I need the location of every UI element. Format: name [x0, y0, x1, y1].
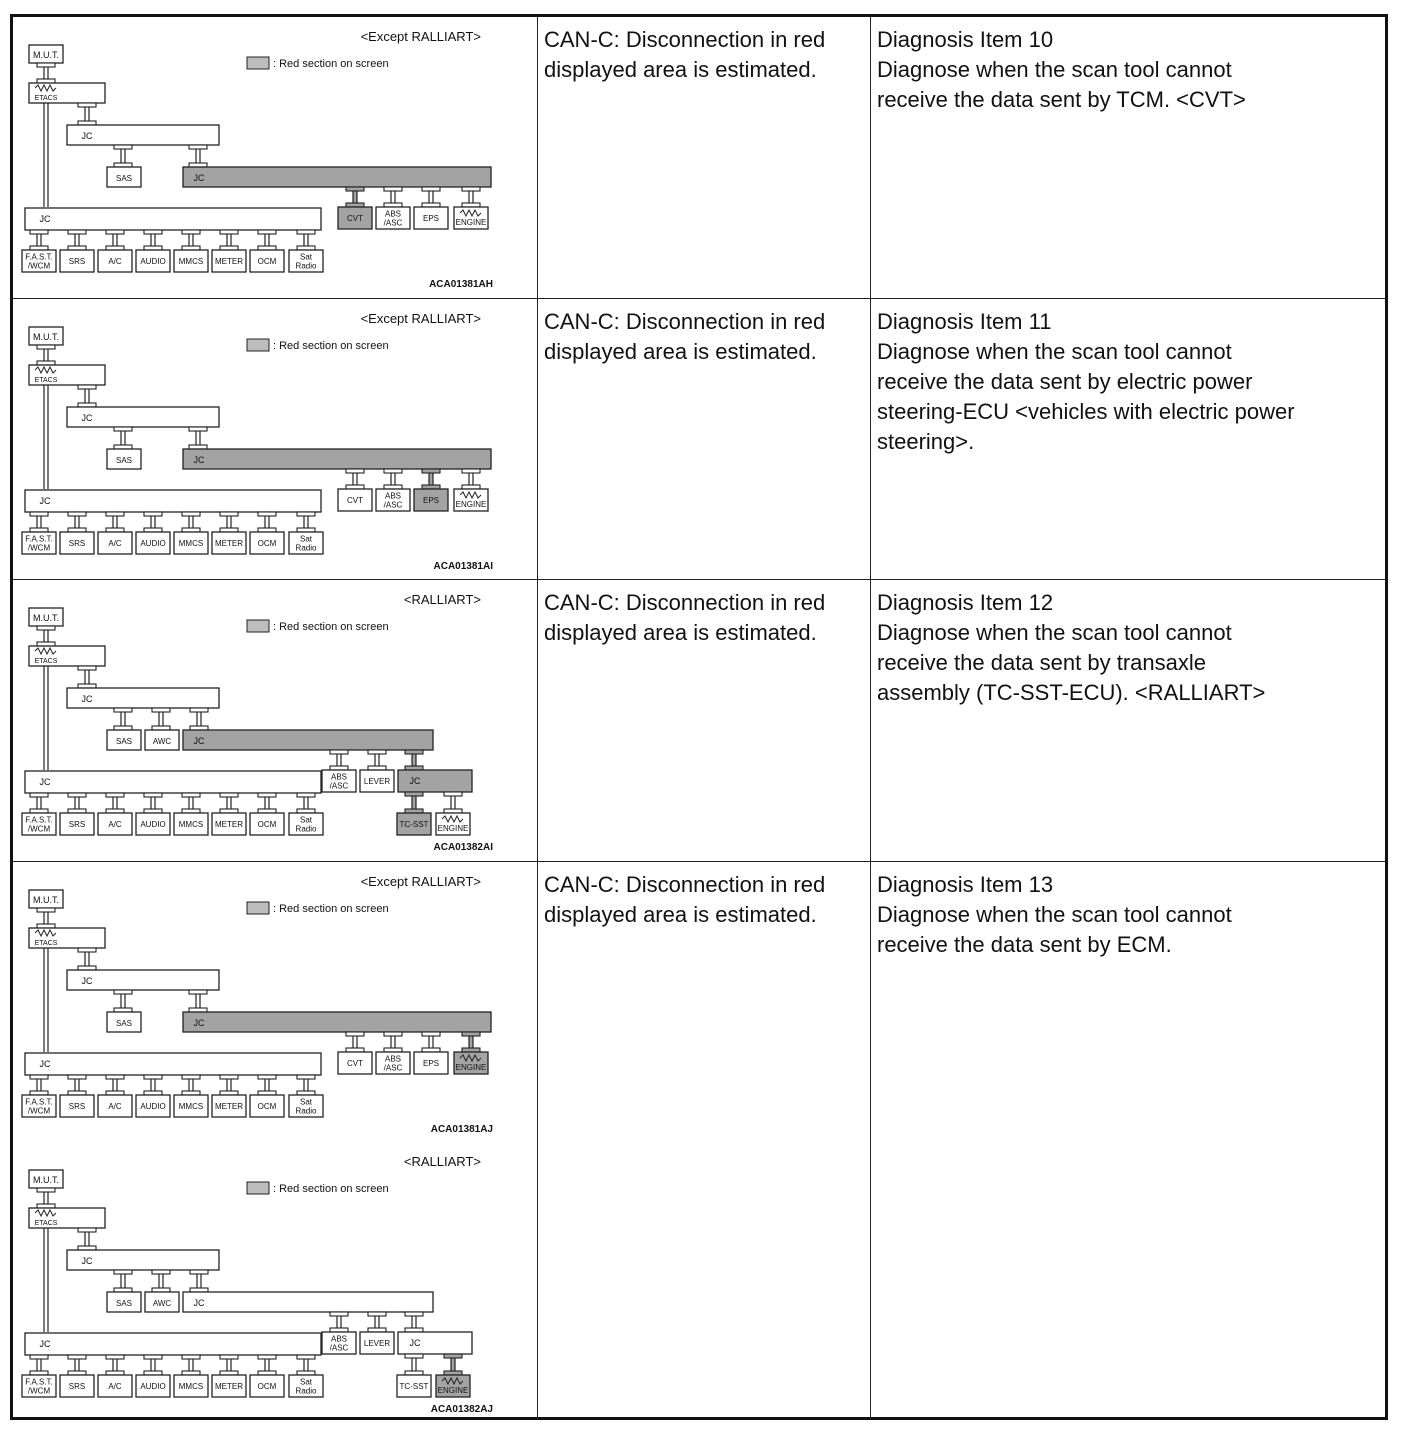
table-row [13, 299, 1385, 580]
can-disconnection-note: CAN-C: Disconnection in red displayed area is estimated. [544, 27, 826, 82]
abs-connector [384, 187, 402, 207]
eps-connector [422, 469, 440, 489]
network-diagram-cell [13, 299, 538, 579]
legend-swatch [247, 57, 269, 69]
abs-label: ABS /ASC [329, 772, 349, 791]
jc-upper-label: JC [81, 131, 93, 141]
awc-label: AWC [152, 1299, 172, 1308]
lever-connector [368, 750, 386, 770]
bottom-ecu-connector [106, 793, 124, 813]
etacs-connector [78, 1228, 96, 1250]
bottom-ecu-label: F.A.S.T. /WCM [25, 534, 53, 553]
bottom-ecu-label: MMCS [178, 257, 204, 266]
jc-right-box [183, 730, 433, 750]
bottom-ecu-label: AUDIO [140, 820, 166, 829]
sas-connector [114, 1270, 132, 1292]
eps-connector [422, 187, 440, 207]
can-network-diagram [13, 17, 538, 298]
jc-upper-label: JC [81, 1256, 93, 1266]
bottom-ecu-label: SRS [68, 820, 86, 829]
tcsst-connector [405, 792, 423, 813]
diagnosis-description: Diagnosis Item 10 Diagnose when the scan tool cannot receive the data sent by TCM. <CVT> [877, 27, 1246, 112]
bottom-ecu-label: AUDIO [140, 1102, 166, 1111]
lever-label: LEVER [363, 1339, 391, 1348]
jc-right-box [183, 1292, 433, 1312]
bottom-ecu-label: A/C [108, 1102, 122, 1111]
diagram-code: ACA01382AI [433, 842, 493, 853]
jc-lower-label: JC [39, 1339, 51, 1349]
bottom-ecu-label: Sat Radio [295, 1377, 317, 1396]
bottom-ecu-connector [106, 1355, 124, 1375]
bottom-ecu-label: SRS [68, 1102, 86, 1111]
abs-label: ABS /ASC [383, 491, 403, 510]
jc-upper-label: JC [81, 694, 93, 704]
diagnosis-description: Diagnosis Item 12 Diagnose when the scan tool cannot receive the data sent by transaxle assembly (TC-SST-ECU). <RALLIART> [877, 590, 1266, 705]
abs-label: ABS /ASC [383, 209, 403, 228]
bottom-ecu-connector [258, 1355, 276, 1375]
can-network-diagram [13, 299, 538, 579]
legend-text: : Red section on screen [273, 58, 389, 70]
can-network-diagram [13, 580, 538, 861]
mut-connector [37, 345, 55, 365]
jc-sub-label: JC [409, 1338, 421, 1348]
engine-label: ENGINE [437, 1386, 469, 1395]
table-row [13, 580, 1385, 862]
bottom-ecu-label: F.A.S.T. /WCM [25, 1097, 53, 1116]
can-bus-cell [538, 862, 871, 1417]
tcsst-connector [405, 1354, 423, 1375]
bottom-ecu-connector [106, 1075, 124, 1095]
jc-right-connector [190, 708, 208, 730]
description-cell [871, 580, 1385, 861]
bottom-ecu-connector [182, 512, 200, 532]
bottom-ecu-connector [297, 230, 315, 250]
mut-connector [37, 908, 55, 928]
bottom-ecu-label: METER [215, 1382, 243, 1391]
bottom-ecu-label: METER [215, 1102, 243, 1111]
legend-swatch [247, 1182, 269, 1194]
jc-lower-label: JC [39, 496, 51, 506]
can-network-diagram [13, 862, 538, 1144]
engine-connector [444, 1354, 462, 1375]
bottom-ecu-connector [106, 230, 124, 250]
bottom-ecu-connector [30, 1075, 48, 1095]
etacs-label: ETACS [34, 940, 58, 947]
bottom-ecu-connector [144, 512, 162, 532]
bottom-ecu-label: Sat Radio [295, 1097, 317, 1116]
diagram-code: ACA01381AJ [430, 1124, 493, 1135]
bottom-ecu-label: METER [215, 820, 243, 829]
bottom-ecu-label: SRS [68, 539, 86, 548]
bottom-ecu-connector [68, 1355, 86, 1375]
bottom-ecu-connector [182, 793, 200, 813]
bottom-ecu-label: METER [215, 257, 243, 266]
awc-connector [152, 708, 170, 730]
bottom-ecu-label: MMCS [178, 539, 204, 548]
network-diagram-cell [13, 862, 538, 1417]
etacs-label: ETACS [34, 1220, 58, 1227]
legend-text: : Red section on screen [273, 340, 389, 352]
lever-label: LEVER [363, 777, 391, 786]
bottom-ecu-label: SRS [68, 257, 86, 266]
sas-label: SAS [115, 1019, 133, 1028]
engine-label: ENGINE [455, 1063, 487, 1072]
eps-label: EPS [422, 496, 440, 505]
diagnosis-description: Diagnosis Item 13 Diagnose when the scan tool cannot receive the data sent by ECM. [877, 872, 1232, 957]
diagram-variant-label: <RALLIART> [403, 592, 481, 607]
can-network-diagram [13, 1142, 538, 1417]
bottom-ecu-connector [297, 793, 315, 813]
legend-swatch [247, 902, 269, 914]
bottom-ecu-label: OCM [257, 539, 277, 548]
mut-connector [37, 626, 55, 646]
jc-right-box [183, 449, 491, 469]
bottom-ecu-connector [258, 793, 276, 813]
abs-label: ABS /ASC [329, 1334, 349, 1353]
eps-label: EPS [422, 1059, 440, 1068]
jc-lower-box [25, 490, 321, 512]
bottom-ecu-label: Sat Radio [295, 815, 317, 834]
bottom-ecu-label: METER [215, 539, 243, 548]
jc-lower-label: JC [39, 1059, 51, 1069]
jc-upper-label: JC [81, 976, 93, 986]
engine-label: ENGINE [437, 824, 469, 833]
cvt-connector [346, 469, 364, 489]
cvt-connector [346, 1032, 364, 1052]
jc-right-label: JC [193, 455, 205, 465]
jc-right-connector [189, 145, 207, 167]
jc-lower-label: JC [39, 777, 51, 787]
can-disconnection-note: CAN-C: Disconnection in red displayed area is estimated. [544, 590, 826, 645]
bottom-ecu-label: OCM [257, 1102, 277, 1111]
cvt-connector [346, 187, 364, 207]
etacs-label: ETACS [34, 95, 58, 102]
description-cell [871, 299, 1385, 579]
jc-sub-connector [405, 1312, 423, 1332]
legend-text: : Red section on screen [273, 903, 389, 915]
network-diagram-cell [13, 17, 538, 298]
diagram-variant-label: <RALLIART> [403, 1154, 481, 1169]
jc-lower-box [25, 1333, 321, 1355]
legend-swatch [247, 620, 269, 632]
bottom-ecu-label: MMCS [178, 820, 204, 829]
bottom-ecu-connector [68, 512, 86, 532]
bottom-ecu-connector [182, 1355, 200, 1375]
abs-connector [330, 1312, 348, 1332]
sas-label: SAS [115, 1299, 133, 1308]
sas-label: SAS [115, 456, 133, 465]
legend-swatch [247, 339, 269, 351]
bottom-ecu-connector [144, 1355, 162, 1375]
diagram-variant-label: <Except RALLIART> [360, 874, 481, 889]
bottom-ecu-label: AUDIO [140, 1382, 166, 1391]
bottom-ecu-label: AUDIO [140, 539, 166, 548]
bottom-ecu-connector [220, 230, 238, 250]
abs-connector [384, 469, 402, 489]
sas-connector [114, 427, 132, 449]
bottom-ecu-connector [297, 512, 315, 532]
mut-label: M.U.T. [33, 613, 59, 623]
jc-right-label: JC [193, 1298, 205, 1308]
awc-label: AWC [152, 737, 172, 746]
engine-connector [462, 1032, 480, 1052]
mut-connector [37, 63, 55, 83]
bottom-ecu-connector [106, 512, 124, 532]
can-disconnection-note: CAN-C: Disconnection in red displayed area is estimated. [544, 309, 826, 364]
jc-right-box [183, 167, 491, 187]
bottom-ecu-connector [68, 230, 86, 250]
jc-upper-label: JC [81, 413, 93, 423]
bottom-ecu-connector [30, 793, 48, 813]
engine-connector [462, 187, 480, 207]
bottom-ecu-label: AUDIO [140, 257, 166, 266]
bottom-ecu-label: Sat Radio [295, 252, 317, 271]
bottom-ecu-connector [297, 1355, 315, 1375]
bottom-ecu-connector [30, 512, 48, 532]
jc-right-label: JC [193, 736, 205, 746]
bottom-ecu-connector [30, 230, 48, 250]
bottom-ecu-label: A/C [108, 539, 122, 548]
jc-lower-box [25, 208, 321, 230]
etacs-connector [78, 948, 96, 970]
legend-text: : Red section on screen [273, 621, 389, 633]
bottom-ecu-connector [220, 1355, 238, 1375]
mut-label: M.U.T. [33, 50, 59, 60]
diagnosis-description: Diagnosis Item 11 Diagnose when the scan tool cannot receive the data sent by electric power steering-ECU <vehicles with electric power steering>. [877, 309, 1295, 454]
etacs-label: ETACS [34, 658, 58, 665]
cvt-label: CVT [347, 214, 363, 223]
jc-lower-box [25, 1053, 321, 1075]
abs-connector [330, 750, 348, 770]
lever-connector [368, 1312, 386, 1332]
bottom-ecu-connector [220, 512, 238, 532]
diagram-code: ACA01381AH [429, 279, 493, 290]
bottom-ecu-connector [182, 1075, 200, 1095]
sas-label: SAS [115, 174, 133, 183]
etacs-connector [78, 103, 96, 125]
bottom-ecu-label: A/C [108, 257, 122, 266]
etacs-connector [78, 666, 96, 688]
abs-label: ABS /ASC [383, 1054, 403, 1073]
sas-connector [114, 145, 132, 167]
description-cell [871, 17, 1385, 298]
legend-text: : Red section on screen [273, 1183, 389, 1195]
network-diagram-cell [13, 580, 538, 861]
jc-right-label: JC [193, 1018, 205, 1028]
bottom-ecu-label: OCM [257, 820, 277, 829]
cvt-label: CVT [347, 496, 363, 505]
can-bus-cell [538, 299, 871, 579]
diagram-variant-label: <Except RALLIART> [360, 29, 481, 44]
table-row [13, 862, 1385, 1417]
jc-right-connector [190, 1270, 208, 1292]
diagram-code: ACA01382AJ [430, 1404, 493, 1415]
bottom-ecu-label: F.A.S.T. /WCM [25, 815, 53, 834]
engine-connector [462, 469, 480, 489]
engine-label: ENGINE [455, 218, 487, 227]
etacs-connector [78, 385, 96, 407]
mut-label: M.U.T. [33, 332, 59, 342]
bottom-ecu-connector [144, 230, 162, 250]
bottom-ecu-connector [68, 793, 86, 813]
engine-connector [444, 792, 462, 813]
jc-right-box [183, 1012, 491, 1032]
tcsst-label: TC-SST [399, 820, 429, 829]
tcsst-label: TC-SST [399, 1382, 429, 1391]
bottom-ecu-label: A/C [108, 820, 122, 829]
sas-connector [114, 708, 132, 730]
diagram-code: ACA01381AI [433, 561, 493, 572]
bottom-ecu-label: A/C [108, 1382, 122, 1391]
etacs-label: ETACS [34, 377, 58, 384]
bottom-ecu-connector [297, 1075, 315, 1095]
jc-sub-connector [405, 750, 423, 770]
can-bus-cell [538, 580, 871, 861]
bottom-ecu-connector [258, 230, 276, 250]
sas-connector [114, 990, 132, 1012]
bottom-ecu-connector [220, 1075, 238, 1095]
jc-right-connector [189, 990, 207, 1012]
bottom-ecu-label: MMCS [178, 1102, 204, 1111]
bottom-ecu-label: F.A.S.T. /WCM [25, 252, 53, 271]
mut-label: M.U.T. [33, 895, 59, 905]
bottom-ecu-connector [258, 512, 276, 532]
sas-label: SAS [115, 737, 133, 746]
bottom-ecu-connector [258, 1075, 276, 1095]
eps-label: EPS [422, 214, 440, 223]
mut-label: M.U.T. [33, 1175, 59, 1185]
abs-connector [384, 1032, 402, 1052]
jc-lower-box [25, 771, 321, 793]
bottom-ecu-label: F.A.S.T. /WCM [25, 1377, 53, 1396]
can-bus-cell [538, 17, 871, 298]
bottom-ecu-label: Sat Radio [295, 534, 317, 553]
can-disconnection-note: CAN-C: Disconnection in red displayed area is estimated. [544, 872, 826, 927]
bottom-ecu-label: SRS [68, 1382, 86, 1391]
diagnosis-table [10, 14, 1388, 1420]
bottom-ecu-connector [68, 1075, 86, 1095]
cvt-label: CVT [347, 1059, 363, 1068]
mut-connector [37, 1188, 55, 1208]
diagram-variant-label: <Except RALLIART> [360, 311, 481, 326]
eps-connector [422, 1032, 440, 1052]
bottom-ecu-connector [144, 1075, 162, 1095]
engine-label: ENGINE [455, 500, 487, 509]
jc-right-connector [189, 427, 207, 449]
bottom-ecu-label: MMCS [178, 1382, 204, 1391]
bottom-ecu-connector [182, 230, 200, 250]
description-cell [871, 862, 1385, 1417]
bottom-ecu-connector [144, 793, 162, 813]
awc-connector [152, 1270, 170, 1292]
jc-sub-label: JC [409, 776, 421, 786]
jc-lower-label: JC [39, 214, 51, 224]
table-row [13, 17, 1385, 299]
bottom-ecu-connector [30, 1355, 48, 1375]
bottom-ecu-label: OCM [257, 257, 277, 266]
bottom-ecu-connector [220, 793, 238, 813]
bottom-ecu-label: OCM [257, 1382, 277, 1391]
jc-right-label: JC [193, 173, 205, 183]
